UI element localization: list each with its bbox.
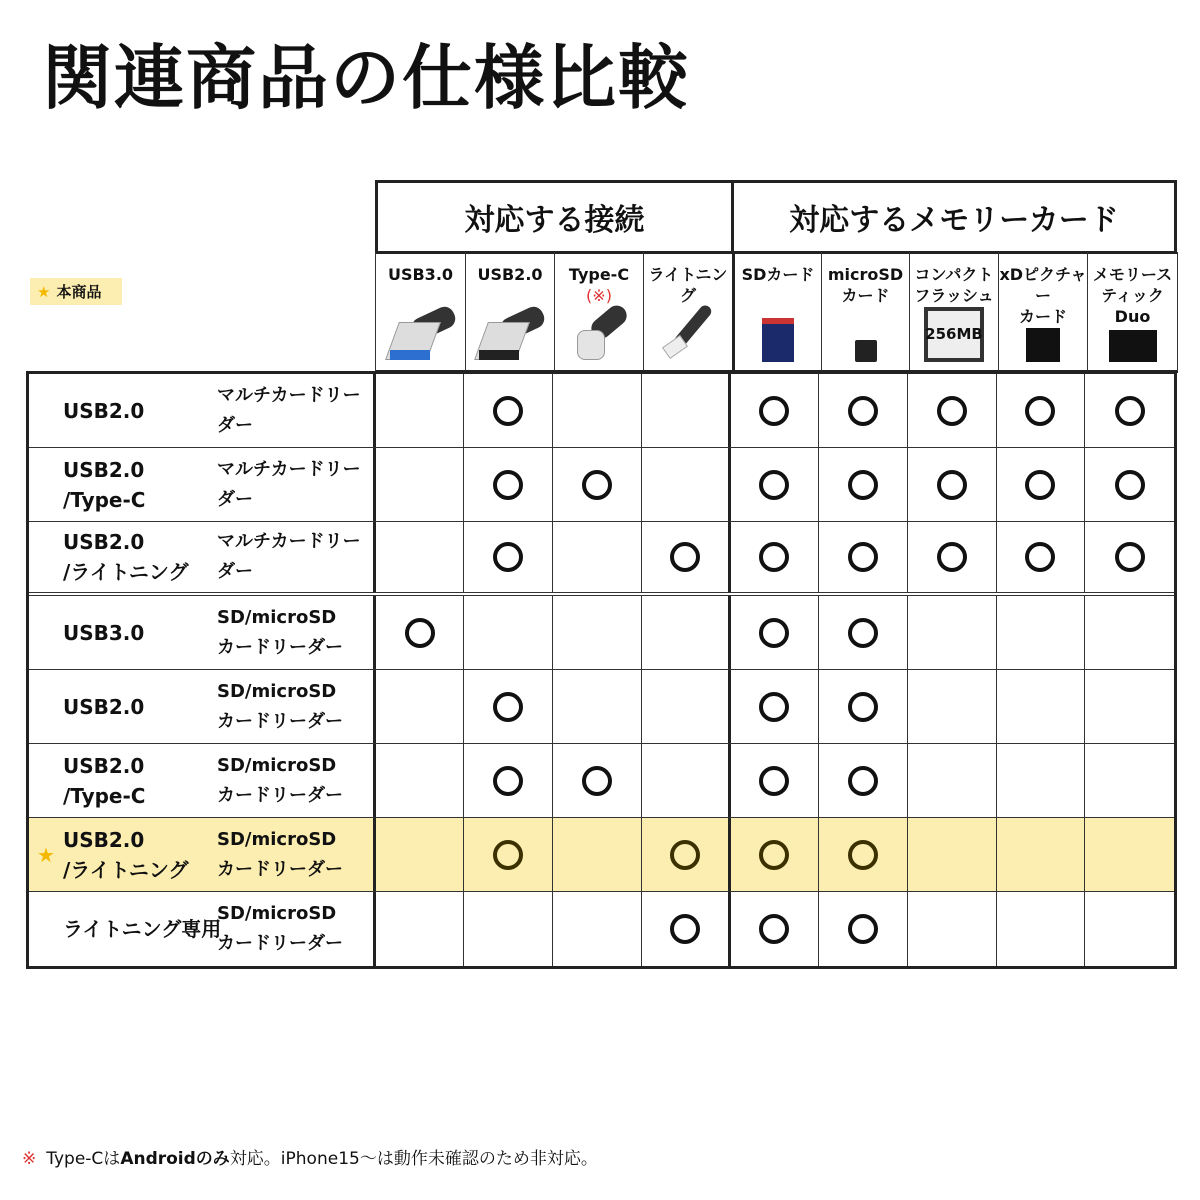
table-row: [29, 374, 1174, 448]
supported-circle-icon: [759, 692, 789, 722]
support-cell: [908, 522, 997, 592]
page-title: 関連商品の仕様比較: [42, 37, 690, 119]
product-name-cell: [29, 596, 376, 669]
product-name-cell: [29, 670, 376, 743]
table-row: [29, 522, 1174, 596]
table-row: [29, 596, 1174, 670]
support-cell: [731, 374, 820, 447]
product-type: [217, 677, 343, 737]
support-cell: [819, 892, 908, 966]
support-cell: [908, 374, 997, 447]
support-cell: [997, 522, 1086, 592]
support-cell: [553, 596, 642, 669]
support-cell: [1085, 448, 1174, 521]
type-line: マルチカードリーダー: [217, 458, 361, 510]
memory-stick-duo-icon: [1109, 330, 1157, 362]
interface-line: /Type-C: [63, 783, 146, 808]
column-header: [643, 252, 733, 373]
supported-circle-icon: [670, 840, 700, 870]
supported-circle-icon: [848, 914, 878, 944]
support-cell: [819, 522, 908, 592]
supported-circle-icon: [848, 396, 878, 426]
supported-circle-icon: [848, 542, 878, 572]
column-header: [1087, 252, 1178, 373]
support-cell: [1085, 818, 1174, 891]
supported-circle-icon: [759, 914, 789, 944]
support-cell: [553, 522, 642, 592]
supported-circle-icon: [848, 692, 878, 722]
support-cell: [642, 744, 731, 817]
table-row: [29, 448, 1174, 522]
note-text-2: 対応。iPhone15～は動作未確認のため非対応。: [229, 1149, 598, 1169]
type-line: カードリーダー: [217, 858, 343, 880]
column-label: コンパクト: [914, 265, 994, 284]
support-cell: [819, 448, 908, 521]
product-interface: [63, 618, 144, 648]
product-type: [217, 381, 373, 441]
supported-circle-icon: [759, 470, 789, 500]
interface-line: USB2.0: [63, 753, 145, 778]
support-cell: [376, 374, 465, 447]
interface-line: USB2.0: [63, 827, 145, 852]
supported-circle-icon: [493, 766, 523, 796]
support-cell: [1085, 374, 1174, 447]
column-sublabel: カード: [841, 286, 890, 305]
product-interface: [63, 692, 144, 722]
badge-label: 本商品: [56, 283, 102, 301]
type-line: マルチカードリーダー: [217, 384, 361, 436]
table-row: [29, 744, 1174, 818]
table-row: [29, 670, 1174, 744]
column-sublabel: Duo: [1114, 307, 1151, 326]
column-label: xDピクチャー: [999, 265, 1087, 305]
support-cell: [997, 596, 1086, 669]
supported-circle-icon: [937, 542, 967, 572]
support-cell: [1085, 892, 1174, 966]
support-cell: [553, 744, 642, 817]
supported-circle-icon: [1025, 542, 1055, 572]
type-line: SD/microSD: [217, 606, 337, 628]
type-line: マルチカードリーダー: [217, 531, 361, 582]
supported-circle-icon: [1025, 470, 1055, 500]
product-name-cell: [29, 374, 376, 447]
usb2-connector-icon: [475, 312, 545, 362]
column-sublabel: (※): [586, 286, 612, 305]
note-mark: ※: [22, 1149, 37, 1169]
support-cell: [553, 374, 642, 447]
lightning-connector-icon: [658, 312, 718, 362]
column-header: [909, 252, 999, 373]
support-cell: [642, 374, 731, 447]
supported-circle-icon: [1025, 396, 1055, 426]
column-header: [732, 252, 822, 373]
support-cell: [819, 596, 908, 669]
supported-circle-icon: [405, 618, 435, 648]
type-line: カードリーダー: [217, 636, 343, 658]
star-icon: ★: [37, 282, 51, 301]
support-cell: [731, 818, 820, 891]
table-row: [29, 818, 1174, 892]
column-label: USB3.0: [387, 265, 454, 284]
type-line: カードリーダー: [217, 933, 343, 954]
supported-circle-icon: [493, 692, 523, 722]
type-line: SD/microSD: [217, 903, 337, 924]
column-header: [998, 252, 1088, 373]
column-sublabel: カード: [1018, 307, 1067, 326]
product-name-cell: [29, 818, 376, 891]
table-row: [29, 892, 1174, 966]
support-cell: [819, 818, 908, 891]
support-cell: [731, 892, 820, 966]
product-type: [217, 751, 343, 811]
support-cell: [553, 670, 642, 743]
support-cell: [642, 522, 731, 592]
support-cell: [1085, 744, 1174, 817]
support-cell: [464, 892, 553, 966]
support-cell: [908, 744, 997, 817]
support-cell: [1085, 522, 1174, 592]
interface-line: USB2.0: [63, 398, 145, 423]
interface-line: /ライトニング: [63, 857, 189, 882]
product-interface: [63, 825, 189, 885]
interface-line: USB2.0: [63, 530, 145, 554]
support-cell: [376, 744, 465, 817]
support-cell: [553, 892, 642, 966]
support-cell: [464, 596, 553, 669]
supported-circle-icon: [759, 840, 789, 870]
supported-circle-icon: [670, 914, 700, 944]
supported-circle-icon: [493, 470, 523, 500]
star-icon: ★: [37, 842, 55, 867]
supported-circle-icon: [848, 766, 878, 796]
support-cell: [642, 818, 731, 891]
support-cell: [908, 670, 997, 743]
supported-circle-icon: [759, 396, 789, 426]
column-label: Type-C: [568, 265, 630, 284]
current-product-badge: [30, 278, 122, 305]
support-cell: [642, 596, 731, 669]
supported-circle-icon: [493, 396, 523, 426]
product-interface: [63, 751, 145, 811]
support-cell: [553, 818, 642, 891]
column-label: メモリースティック: [1092, 265, 1173, 305]
interface-line: ライトニング専用: [63, 917, 222, 941]
support-cell: [376, 818, 465, 891]
support-cell: [997, 892, 1086, 966]
support-cell: [997, 744, 1086, 817]
support-cell: [464, 670, 553, 743]
support-cell: [464, 374, 553, 447]
support-cell: [376, 892, 465, 966]
column-header: [375, 252, 466, 373]
supported-circle-icon: [848, 618, 878, 648]
supported-circle-icon: [1115, 542, 1145, 572]
support-cell: [1085, 596, 1174, 669]
support-cell: [376, 670, 465, 743]
column-header: [821, 252, 910, 373]
usb3-connector-icon: [386, 312, 456, 362]
type-line: カードリーダー: [217, 784, 343, 806]
product-type: [217, 603, 343, 663]
support-cell: [464, 522, 553, 592]
interface-line: USB2.0: [63, 457, 145, 482]
supported-circle-icon: [937, 470, 967, 500]
supported-circle-icon: [848, 470, 878, 500]
supported-circle-icon: [582, 470, 612, 500]
supported-circle-icon: [848, 840, 878, 870]
supported-circle-icon: [1115, 470, 1145, 500]
support-cell: [819, 670, 908, 743]
supported-circle-icon: [759, 618, 789, 648]
column-header: [554, 252, 644, 373]
supported-circle-icon: [582, 766, 612, 796]
xd-card-icon: [1026, 328, 1060, 362]
supported-circle-icon: [1115, 396, 1145, 426]
product-interface: [63, 914, 221, 944]
support-cell: [1085, 670, 1174, 743]
interface-line: USB2.0: [63, 694, 145, 719]
support-cell: [819, 374, 908, 447]
support-cell: [908, 818, 997, 891]
interface-line: /Type-C: [63, 487, 146, 512]
note-bold: Androidのみ: [120, 1149, 230, 1169]
group-header-connection: 対応する接続: [375, 180, 734, 254]
support-cell: [553, 448, 642, 521]
supported-circle-icon: [759, 542, 789, 572]
support-cell: [908, 448, 997, 521]
support-cell: [376, 596, 465, 669]
type-line: SD/microSD: [217, 754, 337, 776]
compactflash-card-icon: 256MB: [924, 307, 984, 362]
support-cell: [731, 744, 820, 817]
support-cell: [908, 596, 997, 669]
supported-circle-icon: [493, 542, 523, 572]
support-cell: [464, 448, 553, 521]
support-cell: [731, 670, 820, 743]
supported-circle-icon: [670, 542, 700, 572]
product-interface: [63, 527, 189, 587]
support-cell: [642, 892, 731, 966]
product-type: [217, 899, 343, 959]
comparison-table: [26, 371, 1177, 969]
column-label: USB2.0: [477, 265, 543, 284]
column-header: [465, 252, 555, 373]
support-cell: [908, 892, 997, 966]
support-cell: [642, 448, 731, 521]
support-cell: [464, 818, 553, 891]
footnote: [22, 1144, 598, 1169]
support-cell: [819, 744, 908, 817]
support-cell: [997, 670, 1086, 743]
product-name-cell: [29, 522, 376, 592]
note-text: Type-Cは: [46, 1149, 121, 1169]
interface-line: USB3.0: [63, 620, 145, 645]
sd-card-icon: [762, 318, 794, 362]
column-label: ライトニング: [648, 265, 728, 305]
product-name-cell: [29, 744, 376, 817]
support-cell: [997, 448, 1086, 521]
support-cell: [997, 374, 1086, 447]
group-header-memory: 対応するメモリーカード: [731, 180, 1177, 254]
column-sublabel: フラッシュ: [914, 286, 994, 305]
support-cell: [642, 670, 731, 743]
type-c-connector-icon: [569, 312, 629, 362]
support-cell: [376, 522, 465, 592]
product-type: [217, 527, 373, 587]
product-type: [217, 455, 373, 515]
support-cell: [731, 522, 820, 592]
column-label: SDカード: [741, 265, 815, 284]
product-name-cell: [29, 448, 376, 521]
support-cell: [997, 818, 1086, 891]
support-cell: [731, 448, 820, 521]
product-name-cell: [29, 892, 376, 966]
type-line: SD/microSD: [217, 680, 337, 702]
supported-circle-icon: [937, 396, 967, 426]
product-type: [217, 825, 343, 885]
support-cell: [376, 448, 465, 521]
column-label: microSD: [827, 265, 904, 284]
microsd-card-icon: [855, 340, 877, 362]
type-line: SD/microSD: [217, 828, 337, 850]
interface-line: /ライトニング: [63, 560, 189, 584]
supported-circle-icon: [493, 840, 523, 870]
product-interface: [63, 396, 144, 426]
product-interface: [63, 455, 145, 515]
support-cell: [731, 596, 820, 669]
type-line: カードリーダー: [217, 710, 343, 732]
support-cell: [464, 744, 553, 817]
supported-circle-icon: [759, 766, 789, 796]
